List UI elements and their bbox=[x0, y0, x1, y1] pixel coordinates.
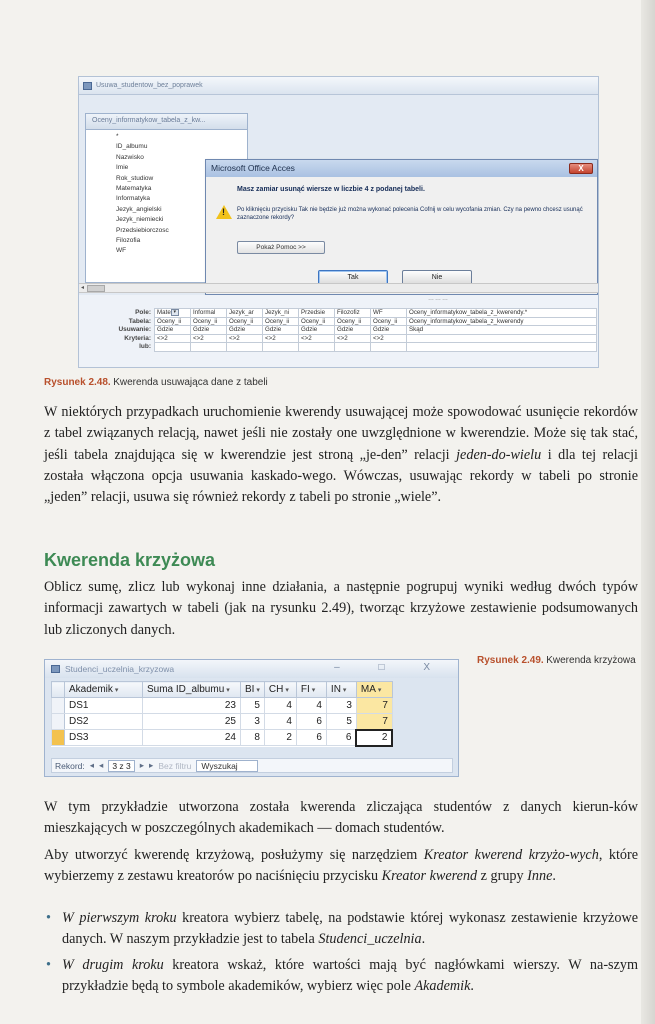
grid-cell-text: <>2 bbox=[229, 335, 240, 343]
delete-query-screenshot bbox=[78, 76, 599, 368]
grid-row bbox=[155, 317, 597, 326]
paragraph-example: W tym przykładzie utworzona została kwerenda zliczająca studentów z danych kierun-ków mieszkających w poszczególnych akademikach — domach studentów. bbox=[44, 799, 638, 837]
text-run: W niektórych przypadkach uruchomienie kwerendy usuwającej może spowodować usunięcie rekordów z tabel związanych relacją, nawet jeśli nie zostały one uwzględnione w kwerendzie. Może się tak stać, jeśli tabela znajdująca się w kwerendzie jest stroną „je-den” relacji bbox=[44, 404, 638, 463]
grid-cell[interactable] bbox=[407, 326, 597, 335]
list-item bbox=[44, 908, 638, 951]
table-cell[interactable]: 2 bbox=[264, 730, 296, 746]
table-row[interactable] bbox=[52, 698, 393, 714]
sort-dropdown-icon[interactable]: ▾ bbox=[375, 687, 382, 694]
column-header[interactable] bbox=[65, 682, 143, 698]
grid-cell-text: Mate bbox=[157, 309, 171, 317]
scrollbar-thumb[interactable] bbox=[87, 285, 105, 292]
grid-cell-text: <>2 bbox=[373, 335, 384, 343]
paragraph-crosstab-intro: Oblicz sumę, zlicz lub wykonaj inne działania, a następnie pogrupuj wyniki według dwóch typów informacji zawartych w tabeli (jak na rysunku 2.49), tworząc krzyżowe zestawienie podsumowanych lub zliczonych danych. bbox=[44, 579, 638, 638]
field-list-item[interactable]: Filozofia bbox=[116, 237, 141, 245]
column-header-label: Suma ID_albumu bbox=[147, 684, 225, 695]
grid-cell-text: Informal bbox=[193, 309, 216, 317]
last-record-icon[interactable]: ▸ bbox=[149, 760, 154, 770]
grid-cell-text: Oceny_ii bbox=[229, 317, 254, 325]
grid-cell[interactable] bbox=[191, 334, 227, 343]
grid-cell-text: Gdzie bbox=[301, 326, 318, 334]
column-header-label: BI bbox=[245, 684, 255, 695]
horizontal-scrollbar[interactable] bbox=[79, 283, 599, 293]
grid-cell-text: Przedsie bbox=[301, 309, 326, 317]
grid-row-labels bbox=[79, 309, 151, 352]
text-run-italic: Studenci_uczelnia bbox=[318, 931, 422, 948]
query-icon bbox=[51, 665, 60, 673]
table-cell[interactable]: 4 bbox=[264, 698, 296, 714]
grid-cell[interactable] bbox=[263, 326, 299, 335]
crosstab-datasheet bbox=[51, 681, 393, 747]
grid-cell[interactable] bbox=[299, 326, 335, 335]
grid-cell-text: Gdzie bbox=[373, 326, 390, 334]
show-help-button[interactable]: Pokaż Pomoc >> bbox=[237, 241, 325, 254]
previous-record-icon[interactable]: ◂ bbox=[99, 760, 104, 770]
grid-cell[interactable] bbox=[335, 334, 371, 343]
grid-row bbox=[155, 334, 597, 343]
grid-row-label: Tabela: bbox=[128, 317, 151, 325]
text-run-italic: Inne bbox=[527, 868, 553, 885]
table-cell[interactable]: 2 bbox=[356, 730, 392, 746]
grid-cell[interactable] bbox=[299, 317, 335, 326]
crosstab-title-bar bbox=[45, 660, 458, 678]
field-list-item[interactable]: Matematyka bbox=[116, 185, 152, 193]
text-run: Aby utworzyć kwerendę krzyżową, posłużymy się narzędziem bbox=[44, 847, 424, 863]
query-design-grid bbox=[79, 295, 599, 368]
grid-cell-text: Jezyk_ni bbox=[265, 309, 290, 317]
yes-button[interactable]: Tak bbox=[318, 270, 388, 285]
next-record-icon[interactable]: ▸ bbox=[139, 760, 145, 770]
grid-cell-text: <>2 bbox=[265, 335, 276, 343]
field-list-item[interactable]: Przedsiebiorczosc bbox=[116, 226, 169, 234]
row-selector[interactable] bbox=[52, 714, 65, 730]
sort-dropdown-icon[interactable]: ▾ bbox=[224, 687, 230, 694]
column-header-label: MA bbox=[360, 684, 376, 695]
grid-cell-text: Gdzie bbox=[337, 326, 354, 334]
text-run-italic: jeden-do-wielu bbox=[456, 446, 542, 463]
caption-label: Rysunek 2.49. bbox=[477, 655, 544, 666]
sort-dropdown-icon[interactable]: ▾ bbox=[112, 687, 119, 694]
grid-row bbox=[155, 326, 597, 335]
grid-cell[interactable] bbox=[371, 317, 407, 326]
query-window-title: Usuwa_studentow_bez_poprawek bbox=[96, 82, 203, 89]
section-heading: Kwerenda krzyżowa bbox=[44, 550, 216, 570]
table-cell[interactable]: DS1 bbox=[65, 698, 143, 714]
field-list-item[interactable]: WF bbox=[116, 247, 127, 255]
grid-cell[interactable] bbox=[227, 326, 263, 335]
grid-row-label: Pole: bbox=[135, 309, 151, 316]
grid-cell[interactable] bbox=[407, 309, 597, 318]
caption-label: Rysunek 2.48. bbox=[44, 377, 111, 388]
grid-cell[interactable] bbox=[155, 326, 191, 335]
column-header[interactable] bbox=[241, 682, 265, 698]
grid-cell-text: Filozofiz bbox=[337, 309, 360, 317]
window-controls[interactable]: – □ X bbox=[334, 662, 448, 673]
row-selector[interactable] bbox=[52, 730, 65, 746]
table-cell[interactable]: 25 bbox=[143, 714, 241, 730]
row-selector[interactable] bbox=[52, 698, 65, 714]
column-header-label: IN bbox=[330, 684, 341, 695]
table-cell[interactable]: DS2 bbox=[65, 714, 143, 730]
crosstab-window-title: Studenci_uczelnia_krzyzowa bbox=[65, 664, 175, 674]
column-header[interactable] bbox=[143, 682, 241, 698]
text-run: i dla tej relacji została włączona opcja usuwania kaskado-wego. Wówczas, usuwając rekordy w tabeli po stronie „jeden” relacji, usuwa się również rekordy z tabeli po stronie „wiele”. bbox=[44, 446, 638, 506]
table-cell[interactable]: 5 bbox=[241, 698, 265, 714]
text-run: kreatora wybierz tabelę, na podstawie której wykonasz zestawienie krzyżowe danych. W naszym przykładzie jest to tabela bbox=[62, 910, 638, 948]
table-cell[interactable]: 6 bbox=[326, 730, 356, 746]
grid-cell-text: WF bbox=[373, 309, 383, 317]
grid-cell-text: <>2 bbox=[193, 335, 204, 343]
field-list-item[interactable]: Nazwisko bbox=[116, 153, 144, 161]
field-list-item[interactable]: * bbox=[116, 133, 119, 140]
sort-dropdown-icon[interactable]: ▾ bbox=[254, 687, 260, 694]
text-run: . bbox=[470, 977, 474, 994]
table-cell[interactable]: 8 bbox=[241, 730, 265, 746]
grid-cell-text: <>2 bbox=[301, 335, 312, 343]
splitter-handle[interactable]: ……… bbox=[428, 296, 449, 302]
paragraph-wizard bbox=[44, 845, 638, 888]
grid-cell[interactable] bbox=[263, 343, 299, 352]
table-row[interactable] bbox=[52, 730, 393, 746]
table-cell[interactable]: 3 bbox=[326, 698, 356, 714]
delete-confirm-dialog bbox=[205, 159, 598, 295]
grid-cell[interactable] bbox=[335, 343, 371, 352]
grid-row-label: lub: bbox=[139, 343, 151, 350]
table-cell[interactable]: 23 bbox=[143, 698, 241, 714]
query-design-area bbox=[79, 95, 599, 295]
dialog-title: Microsoft Office Acces bbox=[211, 163, 295, 173]
figure-caption-2-48 bbox=[44, 377, 268, 388]
record-navigation-bar bbox=[51, 758, 453, 773]
field-list-item[interactable]: Imie bbox=[116, 164, 129, 172]
grid-cell-text: Oceny_informatykow_tabela_z_kwerendy.* bbox=[409, 309, 528, 317]
no-button[interactable]: Nie bbox=[402, 270, 472, 285]
grid-cell[interactable] bbox=[227, 334, 263, 343]
paragraph-cascade-delete bbox=[44, 402, 638, 508]
table-cell[interactable]: 7 bbox=[356, 714, 392, 730]
grid-cell-text: Gdzie bbox=[157, 326, 174, 334]
grid-cell-text: Oceny_ii bbox=[265, 317, 290, 325]
figure-caption-2-49 bbox=[477, 654, 647, 668]
grid-cell[interactable] bbox=[407, 334, 597, 343]
grid-row-label: Kryteria: bbox=[124, 334, 151, 342]
text-run-italic: W pierwszym kroku bbox=[62, 910, 177, 926]
grid-cell[interactable] bbox=[227, 317, 263, 326]
grid-cell[interactable] bbox=[371, 334, 407, 343]
grid-cell-text: Oceny_ii bbox=[373, 317, 398, 325]
grid-cell[interactable] bbox=[227, 309, 263, 318]
field-list-item[interactable]: Rok_studiow bbox=[116, 174, 154, 182]
field-list-item[interactable]: Informatyka bbox=[116, 195, 150, 203]
column-header[interactable] bbox=[296, 682, 326, 698]
column-header-label: FI bbox=[300, 684, 310, 695]
grid-cell-text: Gdzie bbox=[229, 326, 246, 334]
grid-cell[interactable] bbox=[335, 317, 371, 326]
text-run-italic: Akademik bbox=[414, 977, 471, 994]
column-header[interactable] bbox=[264, 682, 296, 698]
dropdown-arrow-icon[interactable]: ▾ bbox=[171, 309, 179, 316]
field-list-title: Oceny_informatykow_tabela_z_kw... bbox=[86, 114, 247, 130]
grid-cell[interactable] bbox=[299, 343, 335, 352]
grid-cell-text: Oceny_ii bbox=[193, 317, 218, 325]
text-run: , które wybierzemy z zestawu kreatorów po naciśnięciu przycisku bbox=[44, 847, 639, 885]
query-icon bbox=[83, 82, 92, 90]
grid-cell-text: Oceny_ii bbox=[337, 317, 362, 325]
text-run: z grupy bbox=[477, 868, 528, 885]
field-list-item[interactable]: Jezyk_angielski bbox=[116, 205, 162, 213]
dialog-title-bar bbox=[206, 160, 597, 177]
grid-cell[interactable] bbox=[263, 309, 299, 318]
query-window-title-bar bbox=[79, 77, 598, 95]
grid-row-label: Usuwanie: bbox=[118, 326, 151, 333]
text-run: . bbox=[421, 931, 426, 948]
dialog-body: Po kliknięciu przycisku Tak nie będzie już można wykonać polecenia Cofnij w celu wycofania zmian. Czy na pewno chcesz usunąć zaznaczone rekordy? bbox=[237, 207, 583, 222]
table-cell[interactable]: 5 bbox=[326, 714, 356, 730]
grid-cell[interactable] bbox=[263, 334, 299, 343]
grid-cell[interactable] bbox=[335, 309, 371, 318]
grid-cell[interactable] bbox=[335, 326, 371, 335]
text-run-italic: Kreator kwerend krzyżo-wych bbox=[423, 847, 599, 863]
grid-cell-text: Gdzie bbox=[265, 326, 282, 334]
wizard-steps-list bbox=[44, 908, 638, 1001]
dialog-heading: Masz zamiar usunąć wiersze w liczbie 4 z podanej tabeli. bbox=[237, 186, 425, 193]
column-header-label: Akademik bbox=[69, 684, 113, 695]
select-all-corner[interactable] bbox=[52, 682, 65, 698]
grid-cell[interactable] bbox=[407, 343, 597, 352]
field-list-item[interactable]: ID_albumu bbox=[116, 143, 148, 151]
grid-row bbox=[155, 309, 597, 318]
grid-cell[interactable] bbox=[371, 343, 407, 352]
grid-cell[interactable] bbox=[191, 326, 227, 335]
field-list-item[interactable]: Jezyk_niemiecki bbox=[116, 216, 164, 224]
text-run: . bbox=[552, 868, 556, 885]
grid-cell-text: Skąd bbox=[409, 326, 424, 334]
table-cell[interactable]: 6 bbox=[296, 730, 326, 746]
table-cell[interactable]: 4 bbox=[296, 698, 326, 714]
grid-cell[interactable] bbox=[407, 317, 597, 326]
grid-cell[interactable] bbox=[155, 317, 191, 326]
grid-cell[interactable] bbox=[155, 309, 191, 318]
grid-cell-text: Oceny_informatykow_tabela_z_kwerendy bbox=[409, 317, 524, 325]
table-cell[interactable]: 4 bbox=[264, 714, 296, 730]
grid-cell-text: <>2 bbox=[157, 335, 168, 343]
caption-text: Kwerenda usuwająca dane z tabeli bbox=[113, 377, 268, 388]
warning-icon: ! bbox=[216, 205, 232, 219]
column-header[interactable] bbox=[356, 682, 392, 698]
text-run-italic: Kreator kwerend bbox=[381, 868, 478, 885]
grid-cell[interactable] bbox=[227, 343, 263, 352]
grid-cell[interactable] bbox=[299, 334, 335, 343]
caption-text: Kwerenda krzyżowa bbox=[546, 655, 636, 666]
sort-dropdown-icon[interactable]: ▾ bbox=[340, 687, 347, 694]
table-cell[interactable]: 3 bbox=[241, 714, 265, 730]
scroll-left-icon[interactable]: ◂ bbox=[80, 285, 84, 291]
grid-cell-text: Oceny_ii bbox=[301, 317, 326, 325]
grid-cell[interactable] bbox=[155, 334, 191, 343]
grid-cell[interactable] bbox=[191, 309, 227, 318]
grid-cell[interactable] bbox=[371, 309, 407, 318]
text-run-italic: W drugim kroku bbox=[62, 956, 164, 973]
record-label: Rekord: bbox=[55, 760, 85, 771]
search-input[interactable]: Wyszukaj bbox=[196, 760, 258, 772]
table-cell[interactable]: 24 bbox=[143, 730, 241, 746]
grid-cell-text: Gdzie bbox=[193, 326, 210, 334]
crosstab-query-screenshot bbox=[44, 659, 459, 777]
text-run: kreatora wskaż, które wartości mają być nagłówkami wierszy. W na-szym przykładzie będą to symbole akademików, wybierz więc pole bbox=[62, 956, 638, 994]
sort-dropdown-icon[interactable]: ▾ bbox=[309, 687, 316, 694]
table-row[interactable] bbox=[52, 714, 393, 730]
table-cell[interactable]: 7 bbox=[356, 698, 392, 714]
list-item bbox=[44, 955, 638, 998]
grid-cell-text: <>2 bbox=[337, 335, 348, 343]
grid-cell[interactable] bbox=[371, 326, 407, 335]
grid-cell-text: Oceny_ii bbox=[157, 317, 182, 325]
grid-cell[interactable] bbox=[191, 343, 227, 352]
table-cell[interactable]: DS3 bbox=[65, 730, 143, 746]
table-cell[interactable]: 6 bbox=[296, 714, 326, 730]
no-filter-button[interactable]: Bez filtru bbox=[158, 760, 192, 771]
record-position-input[interactable]: 3 z 3 bbox=[108, 760, 134, 772]
grid-cell[interactable] bbox=[155, 343, 191, 352]
page-edge bbox=[641, 0, 655, 1024]
first-record-icon[interactable]: ◂ bbox=[89, 760, 95, 770]
query-grid-table bbox=[154, 308, 597, 352]
column-header-label: CH bbox=[268, 684, 284, 695]
grid-cell[interactable] bbox=[263, 317, 299, 326]
grid-cell[interactable] bbox=[191, 317, 227, 326]
sort-dropdown-icon[interactable]: ▾ bbox=[283, 687, 289, 694]
grid-row bbox=[155, 343, 597, 352]
column-header[interactable] bbox=[326, 682, 356, 698]
grid-cell[interactable] bbox=[299, 309, 335, 318]
grid-cell-text: Jezyk_ar bbox=[229, 309, 254, 317]
dialog-close-button[interactable]: X bbox=[569, 163, 593, 174]
